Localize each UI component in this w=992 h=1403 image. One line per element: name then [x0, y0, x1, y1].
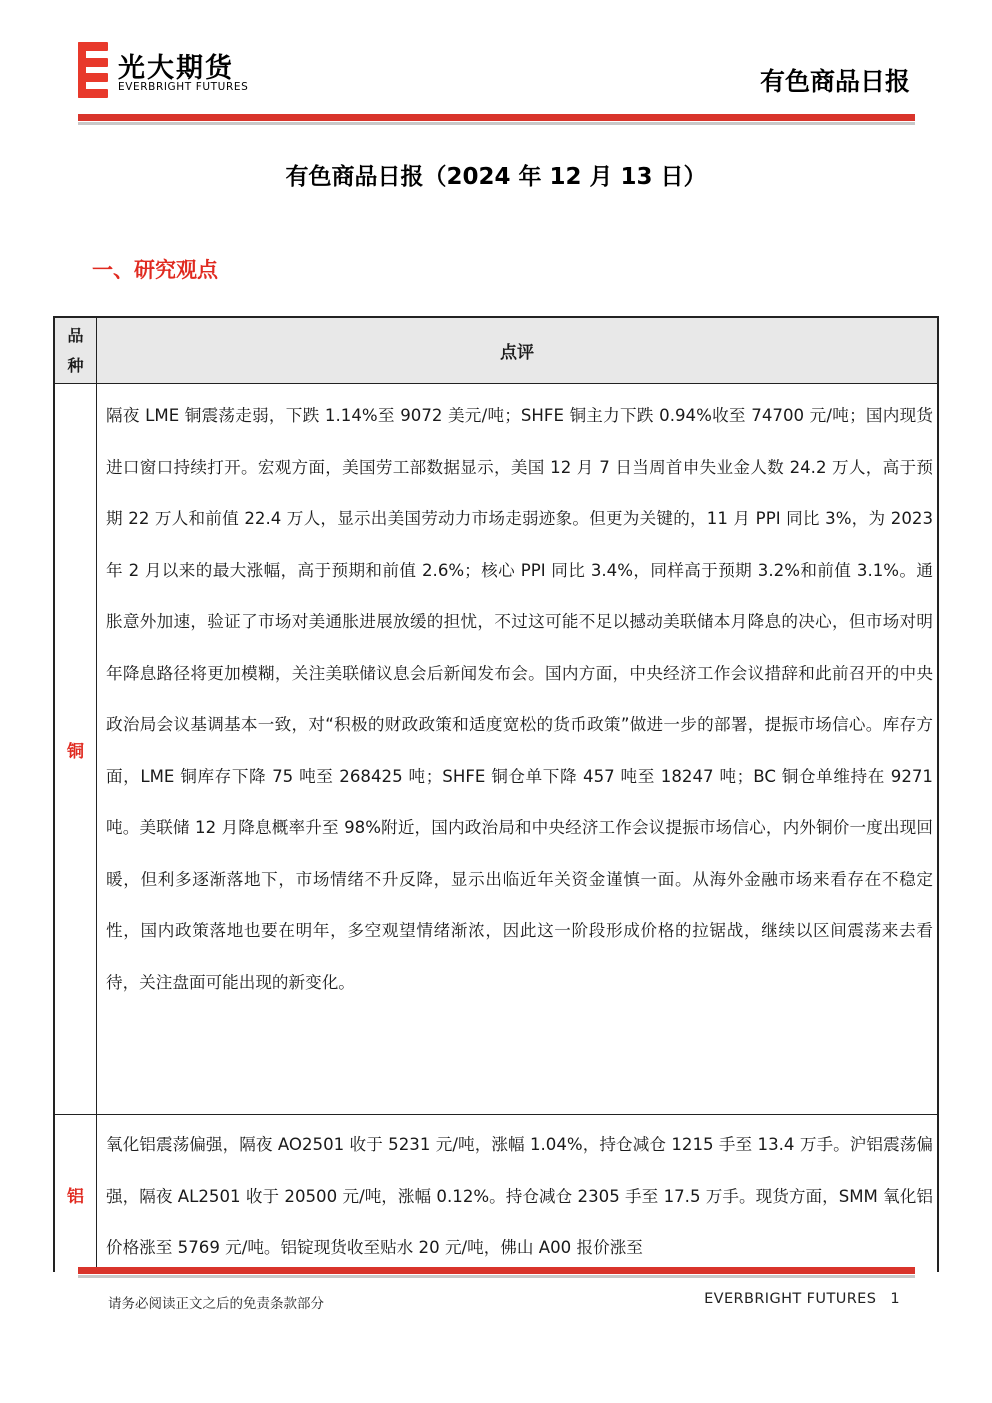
brand-name-english: EVERBRIGHT FUTURES: [118, 81, 249, 93]
table-row: [55, 1115, 937, 1272]
brand-name: 光大期货: [118, 53, 234, 84]
document-title: 有色商品日报（2024 年 12 月 13 日）: [285, 164, 707, 190]
footer-divider: [78, 1267, 915, 1274]
commentary-table: [53, 316, 939, 1272]
comment-cell: 隔夜 LME 铜震荡走弱，下跌 1.14%至 9072 美元/吨；SHFE 铜主力下跌 0.94%收至 74700 元/吨；国内现货进口窗口持续打开。宏观方面，美国劳工部数据显示，美国 12 月 7 日当周首申失业金人数 24.2 万人，高于预期 22 万人和前值 22.4 万人，显示出美国劳动力市场走弱迹象。但更为关键的，11 月 PPI 同比 3%，为 2023 年 2 月以来的最大涨幅，高于预期和前值 2.6%；核心 PPI 同比 3.4%，同样高于预期 3.2%和前值 3.1%。通胀意外加速，验证了市场对美通胀进展放缓的担忧，不过这可能不足以撼动美联储本月降息的决心，但市场对明年降息路径将更加模糊，关注美联储议息会后新闻发布会。国内方面，中央经济工作会议措辞和此前召开的中央政治局会议基调基本一致，对“积极的财政政策和适度宽松的货币政策”做进一步的部署，提振市场信心。库存方面，LME 铜库存下降 75 吨至 268425 吨；SHFE 铜仓单下降 457 吨至 18247 吨；BC 铜仓单维持在 9271 吨。美联储 12 月降息概率升至 98%附近，国内政治局和中央经济工作会议提振市场信心，内外铜价一度出现回暖，但利多逐渐落地下，市场情绪不升反降，显示出临近年关资金谨慎一面。从海外金融市场来看存在不稳定性，国内政策落地也要在明年，多空观望情绪渐浓，因此这一阶段形成价格的拉锯战，继续以区间震荡来去看待，关注盘面可能出现的新变化。: [106, 406, 933, 992]
brand-logo-icon: [78, 42, 108, 98]
header-comment: 点评: [500, 343, 534, 363]
header-variety: [55, 318, 97, 383]
variety-cell: 铜: [55, 384, 97, 1114]
header-divider: [78, 114, 915, 121]
table-header: [55, 318, 937, 384]
footer-disclaimer: 请务必阅读正文之后的免责条款部分: [108, 1296, 324, 1312]
header-variety-label: 品种: [67, 325, 84, 375]
comment-cell: 氧化铝震荡偏强，隔夜 AO2501 收于 5231 元/吨，涨幅 1.04%，持仓减仓 1215 手至 13.4 万手。沪铝震荡偏强，隔夜 AL2501 收于 20500 元/吨，涨幅 0.12%。持仓减仓 2305 手至 17.5 万手。现货方面，SMM 氧化铝价格涨至 5769 元/吨。铝锭现货收至贴水 20 元/吨，佛山 A00 报价涨至: [106, 1135, 933, 1257]
header-divider-shadow: [78, 122, 915, 125]
variety-cell: 铝: [55, 1115, 97, 1272]
page-number: 1: [890, 1291, 900, 1307]
footer-brand: [704, 1291, 900, 1307]
table-row: [55, 384, 937, 1115]
footer-divider-shadow: [78, 1275, 915, 1278]
footer-brand-name: EVERBRIGHT FUTURES: [704, 1291, 877, 1307]
report-name: 有色商品日报: [759, 67, 910, 96]
section-heading: 一、研究观点: [92, 258, 218, 282]
